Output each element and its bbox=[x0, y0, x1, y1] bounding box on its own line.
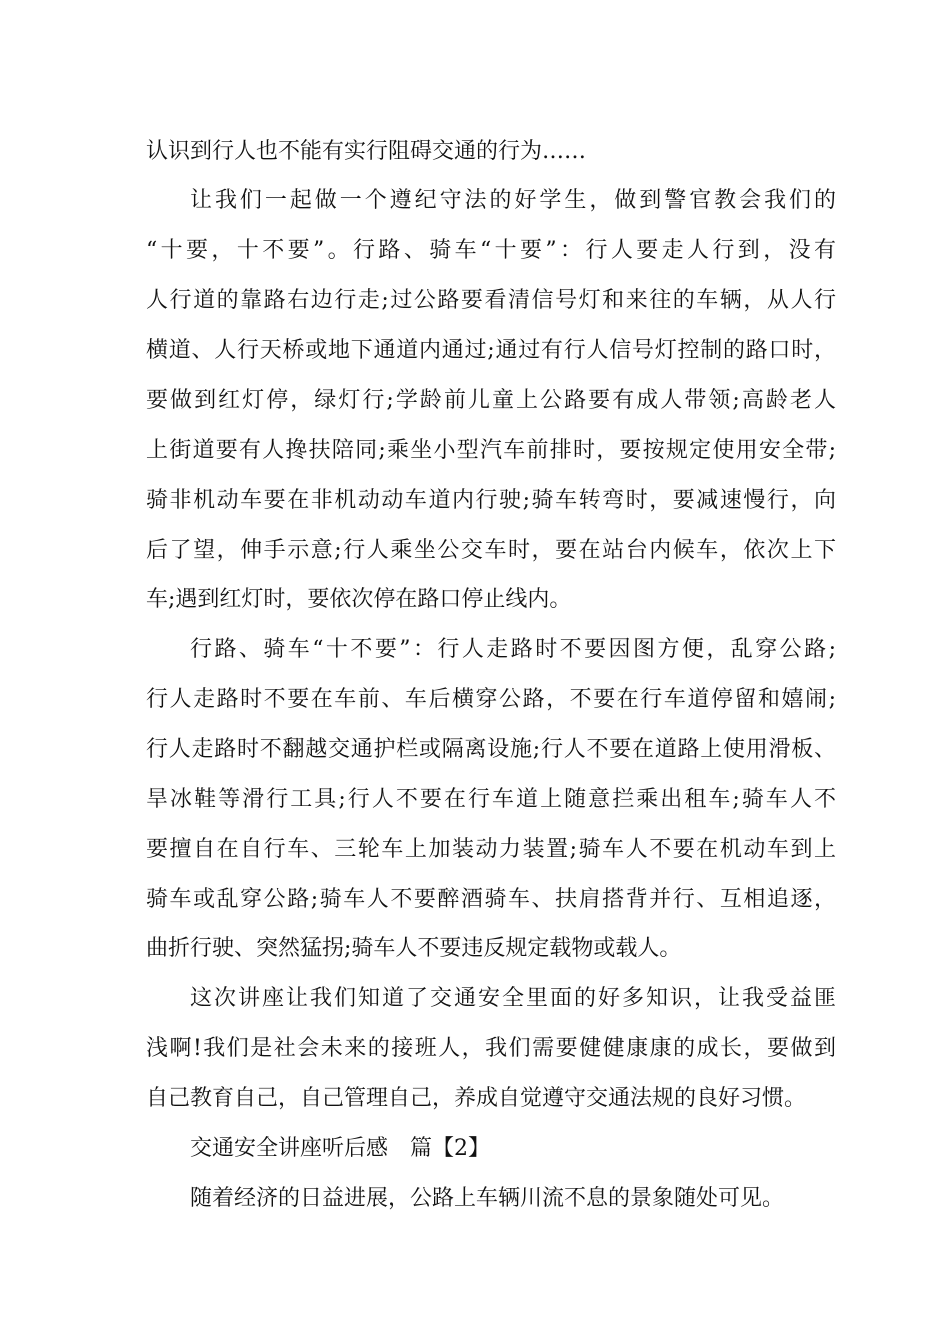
paragraph-1-line-1: 认识到行人也不能有实行阻碍交通的行为…… bbox=[146, 139, 587, 164]
paragraph-4-line-1: 这次讲座让我们知道了交通安全里面的好多知识，让我受益匪 bbox=[190, 986, 836, 1011]
paragraph-5-line-1: 随着经济的日益进展，公路上车辆川流不息的景象随处可见。 bbox=[190, 1186, 785, 1211]
paragraph-2-line-9: 车;遇到红灯时，要依次停在路口停止线内。 bbox=[146, 587, 572, 612]
section-heading: 交通安全讲座听后感 篇【2】 bbox=[190, 1136, 490, 1161]
paragraph-3-line-3: 行人走路时不翻越交通护栏或隔离设施;行人不要在道路上使用滑板、 bbox=[146, 737, 836, 762]
paragraph-3-line-2: 行人走路时不要在车前、车后横穿公路，不要在行车道停留和嬉闹; bbox=[146, 687, 836, 712]
paragraph-2-line-6: 上街道要有人搀扶陪同;乘坐小型汽车前排时，要按规定使用安全带; bbox=[146, 438, 836, 463]
paragraph-2-line-8: 后了望，伸手示意;行人乘坐公交车时，要在站台内候车，依次上下 bbox=[146, 538, 836, 563]
paragraph-3-line-1: 行路、骑车“十不要”：行人走路时不要因图方便，乱穿公路; bbox=[190, 637, 836, 662]
paragraph-4-line-2: 浅啊!我们是社会未来的接班人，我们需要健健康康的成长，要做到 bbox=[146, 1036, 836, 1061]
paragraph-2-line-7: 骑非机动车要在非机动动车道内行驶;骑车转弯时，要减速慢行，向 bbox=[146, 488, 836, 513]
paragraph-4-line-3: 自己教育自己，自己管理自己，养成自觉遵守交通法规的良好习惯。 bbox=[146, 1086, 807, 1111]
paragraph-3-line-5: 要擅自在自行车、三轮车上加装动力装置;骑车人不要在机动车到上 bbox=[146, 837, 836, 862]
paragraph-2-line-1: 让我们一起做一个遵纪守法的好学生，做到警官教会我们的 bbox=[190, 188, 836, 213]
paragraph-3-line-4: 旱冰鞋等滑行工具;行人不要在行车道上随意拦乘出租车;骑车人不 bbox=[146, 787, 836, 812]
paragraph-2-line-2: “十要，十不要”。行路、骑车“十要”：行人要走人行到，没有 bbox=[146, 238, 836, 263]
paragraph-3-line-7: 曲折行驶、突然猛拐;骑车人不要违反规定载物或载人。 bbox=[146, 936, 682, 961]
paragraph-2-line-4: 横道、人行天桥或地下通道内通过;通过有行人信号灯控制的路口时， bbox=[146, 338, 836, 363]
paragraph-2-line-5: 要做到红灯停，绿灯行;学龄前儿童上公路要有成人带领;高龄老人 bbox=[146, 388, 836, 413]
paragraph-3-line-6: 骑车或乱穿公路;骑车人不要醉酒骑车、扶肩搭背并行、互相追逐， bbox=[146, 887, 836, 912]
paragraph-2-line-3: 人行道的靠路右边行走;过公路要看清信号灯和来往的车辆，从人行 bbox=[146, 288, 836, 313]
